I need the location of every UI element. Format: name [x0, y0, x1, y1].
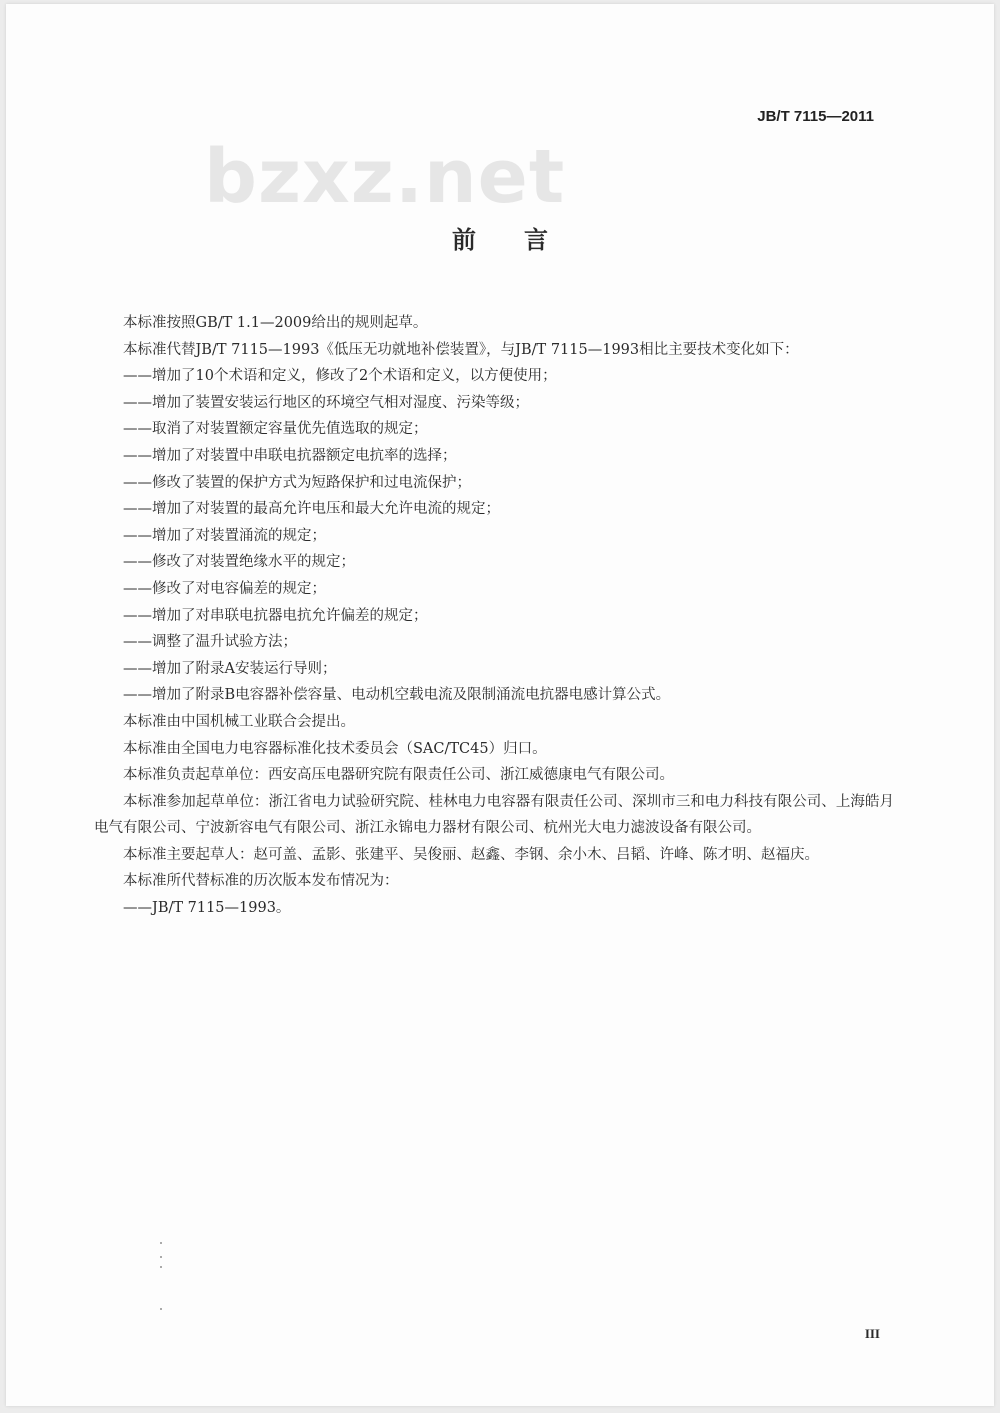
foreword-body — [94, 310, 894, 922]
change-item: ——修改了对装置绝缘水平的规定； — [123, 554, 355, 571]
paragraph-participating-drafters: 本标准参加起草单位：浙江省电力试验研究院、桂林电力电容器有限责任公司、深圳市三和电力科技有限公司、上海皓月电气有限公司、宁波新容电气有限公司、浙江永锦电力器材有限公司、杭州光大电力滤波设备有限公司。 — [94, 793, 894, 837]
paragraph-proposer: 本标准由中国机械工业联合会提出。 — [123, 713, 355, 730]
change-item: ——增加了对装置涌流的规定； — [123, 527, 326, 544]
paragraph-committee: 本标准由全国电力电容器标准化技术委员会（SAC/TC45）归口。 — [123, 740, 547, 757]
watermark-logo: bzxz.net — [204, 134, 566, 220]
scan-specks — [158, 1242, 168, 1332]
change-item: ——修改了装置的保护方式为短路保护和过电流保护； — [123, 474, 471, 491]
change-item: ——增加了对装置的最高允许电压和最大允许电流的规定； — [123, 501, 500, 518]
change-item: ——增加了附录A安装运行导则； — [123, 660, 337, 677]
paragraph-drafting-rules: 本标准按照GB/T 1.1—2009给出的规则起草。 — [123, 315, 428, 331]
paragraph-lead-drafters: 本标准负责起草单位：西安高压电器研究院有限责任公司、浙江威德康电气有限公司。 — [123, 767, 674, 784]
change-item: ——增加了附录B电容器补偿容量、电动机空载电流及限制涌流电抗器电感计算公式。 — [123, 687, 671, 704]
change-item: ——增加了对装置中串联电抗器额定电抗率的选择； — [123, 447, 457, 464]
change-item: ——修改了对电容偏差的规定； — [123, 580, 326, 597]
paragraph-replacement: 本标准代替JB/T 7115—1993《低压无功就地补偿装置》，与JB/T 7115—1993相比主要技术变化如下： — [123, 341, 799, 358]
history-item: ——JB/T 7115—1993。 — [123, 900, 291, 917]
change-item: ——增加了对串联电抗器电抗允许偏差的规定； — [123, 607, 428, 624]
change-item: ——增加了10个术语和定义，修改了2个术语和定义，以方便使用； — [123, 368, 557, 385]
change-item: ——调整了温升试验方法； — [123, 634, 297, 651]
paragraph-history: 本标准所代替标准的历次版本发布情况为： — [123, 873, 399, 890]
change-item: ——增加了装置安装运行地区的环境空气相对湿度、污染等级； — [123, 394, 529, 411]
page-number: III — [864, 1326, 880, 1341]
change-item: ——取消了对装置额定容量优先值选取的规定； — [123, 421, 428, 438]
document-page — [6, 4, 994, 1406]
standard-number: JB/T 7115—2011 — [757, 108, 874, 125]
page-title: 前言 — [452, 226, 596, 254]
paragraph-main-drafters: 本标准主要起草人：赵可盖、孟影、张建平、吴俊丽、赵鑫、李钢、余小木、吕韬、许峰、陈才明、赵福庆。 — [123, 846, 819, 863]
